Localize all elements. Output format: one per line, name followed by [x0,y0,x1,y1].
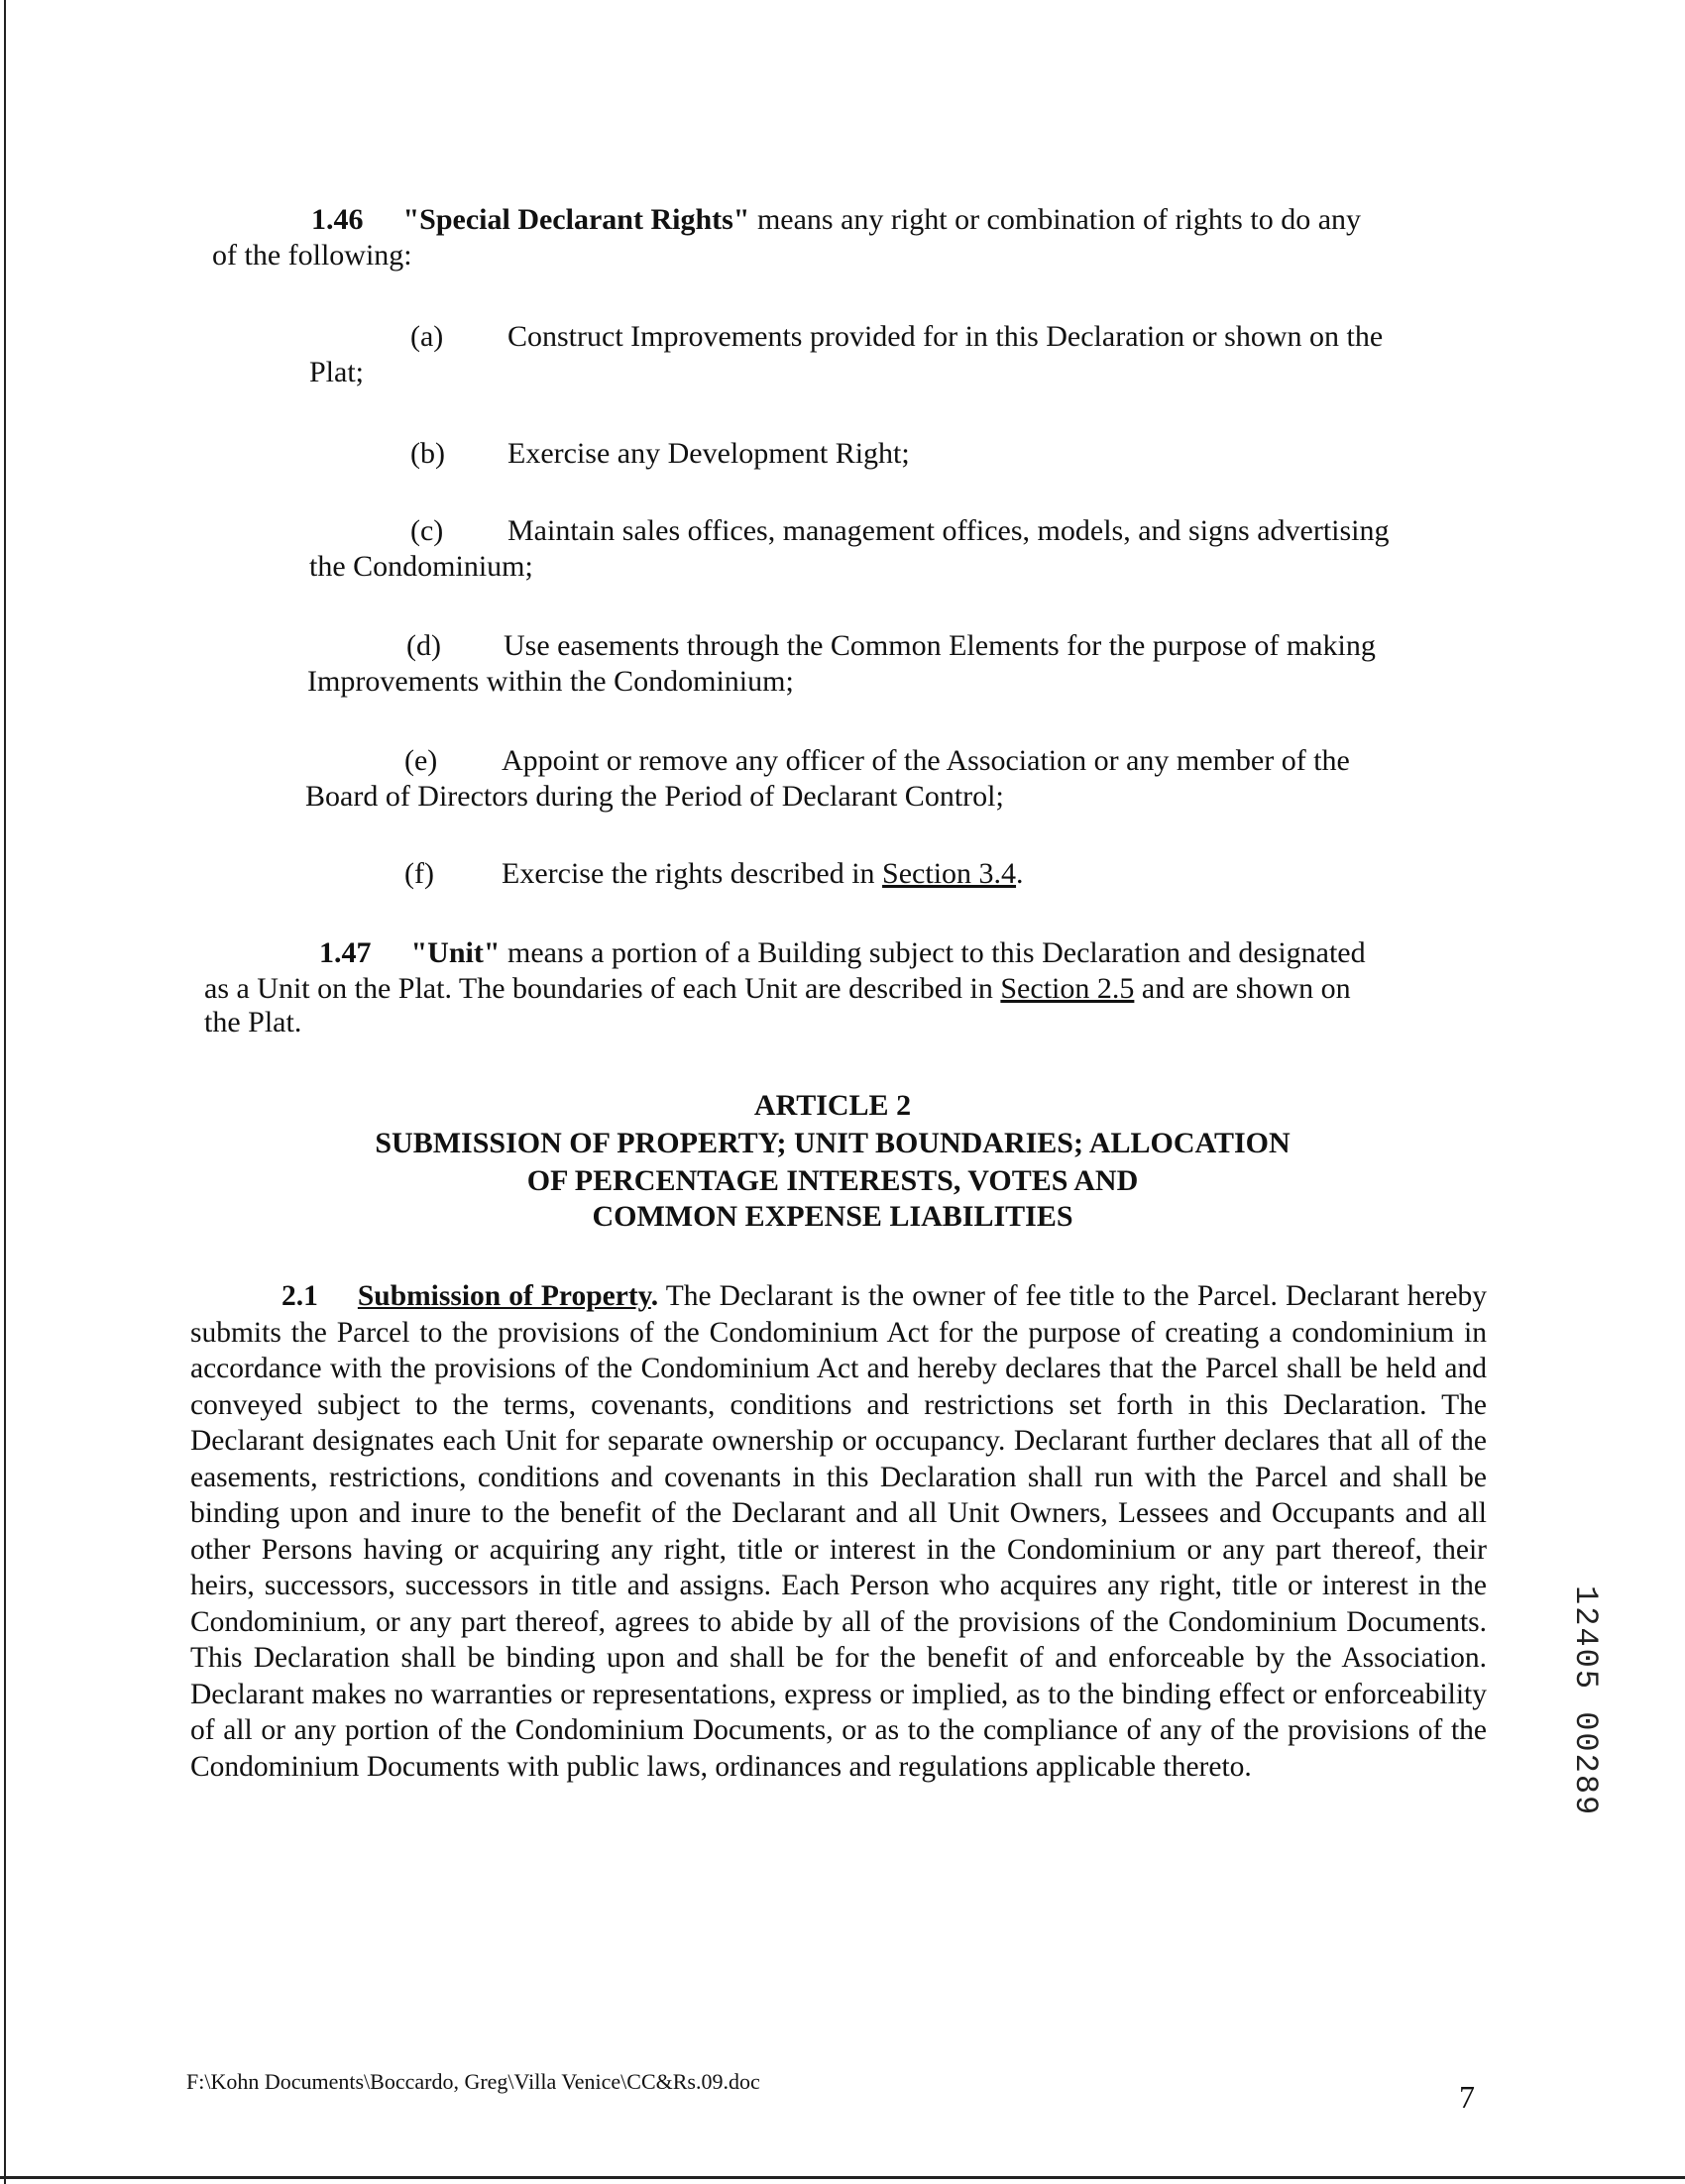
list-item-e [404,743,1495,779]
section-reference-link[interactable]: Section 3.4 [882,857,1017,890]
list-item-a-cont: Plat; [309,356,365,388]
list-item-label: (e) [404,744,438,777]
list-item-label: (b) [410,437,445,470]
section-1-47-line2: as a Unit on the Plat. The boundaries of each Unit are described in Section 2.5 and are shown on [204,972,1351,1005]
section-2-1-paragraph: 2.1 Submission of Property. The Declarant is the owner of fee title to the Parcel. Declarant hereby submits the Parcel to the provisions of the Condominium Act for the purpose of creating a condominium in accordance with the provisions of the Condominium Act and hereby declares that the Parcel shall be held and conveyed subject to the terms, covenants, conditions and restrictions set forth in this Declaration. The Declarant designates each Unit for separate ownership or occupancy. Declarant further declares that all of the easements, restrictions, conditions and covenants in this Declaration shall run with the Parcel and shall be binding upon and inure to the benefit of the Declarant and all Unit Owners, Lessees and Occupants and all other Persons having or acquiring any right, title or interest in the Condominium or any part thereof, their heirs, successors, successors in title and assigns. Each Person who acquires any right, title or interest in the Condominium, or any part thereof, agrees to abide by all of the provisions of the Condominium Documents. This Declaration shall be binding upon and shall be for the benefit of and enforceable by the Association. Declarant makes no warranties or representations, express or implied, as to the binding effect or enforceability of all or any portion of the Condominium Documents, or as to the compliance of any of the provisions of the Condominium Documents with public laws, ordinances and regulations applicable thereto. [190,1280,1487,1783]
section-1-47-line3: the Plat. [204,1006,302,1038]
list-item-label: (d) [406,629,441,662]
list-item-text: Exercise the rights described in [502,857,883,890]
section-reference-link[interactable]: Section 2.5 [1000,972,1135,1005]
list-item-text: Use easements through the Common Elements for the purpose of making [504,629,1376,662]
article-title-line3: COMMON EXPENSE LIABILITIES [592,1200,1073,1233]
section-1-46-line2: of the following: [212,239,412,272]
section-1-47-line1 [204,935,1493,971]
recording-stamp-text: 12405 00289 [1567,1585,1604,1817]
list-item-c [410,513,1501,549]
list-item-e-cont: Board of Directors during the Period of Declarant Control; [305,780,1004,813]
section-title: Submission of Property [357,1280,651,1312]
list-item-d-cont: Improvements within the Condominium; [307,665,794,698]
page-number: 7 [1459,2079,1475,2115]
section-text: means a portion of a Building subject to this Declaration and designated [500,936,1366,969]
defined-term: "Unit" [410,936,501,969]
section-text: means any right or combination of rights to do any [749,203,1362,236]
section-number: 1.47 [319,936,372,969]
defined-term: "Special Declarant Rights" [402,203,750,236]
article-title-line2: OF PERCENTAGE INTERESTS, VOTES AND [526,1164,1139,1197]
list-item-text: Maintain sales offices, management offices, models, and signs advertising [507,514,1390,547]
list-item-d [406,628,1497,664]
list-item-label: (c) [410,514,444,547]
section-number: 1.46 [311,203,364,236]
footer-file-path: F:\Kohn Documents\Boccardo, Greg\Villa Venice\CC&Rs.09.doc [186,2069,760,2094]
list-item-a [410,319,1501,355]
list-item-label: (f) [404,857,434,890]
list-item-label: (a) [410,320,444,353]
section-1-46-line1 [212,202,1501,238]
recording-stamp [1567,1585,1643,1883]
section-number: 2.1 [281,1280,318,1312]
list-item-c-cont: the Condominium; [309,550,533,583]
list-item-text: Construct Improvements provided for in this Declaration or shown on the [507,320,1384,353]
article-title-line1: SUBMISSION OF PROPERTY; UNIT BOUNDARIES; ALLOCATION [375,1127,1291,1159]
list-item-text: Exercise any Development Right; [507,437,910,470]
list-item-text: Appoint or remove any officer of the Association or any member of the [502,744,1350,777]
list-item-b [410,436,910,472]
list-item-f: (f) Exercise the rights described in Section 3.4. [404,857,1024,890]
section-body: The Declarant is the owner of fee title to the Parcel. Declarant hereby submits the Parcel to the provisions of the Condominium Act for the purpose of creating a condominium in accordance with the provisions of the Condominium Act and hereby declares that the Parcel shall be held and conveyed subject to the terms, covenants, conditions and restrictions set forth in this Declaration. The Declarant designates each Unit for separate ownership or occupancy. Declarant further declares that all of the easements, restrictions, conditions and covenants in this Declaration shall run with the Parcel and shall be binding upon and inure to the benefit of the Declarant and all Unit Owners, Lessees and Occupants and all other Persons having or acquiring any right, title or interest in the Condominium or any part thereof, their heirs, successors, successors in title and assigns. Each Person who acquires any right, title or interest in the Condominium, or any part thereof, agrees to abide by all of the provisions of the Condominium Documents. This Declaration shall be binding upon and shall be for the benefit of and enforceable by the Association. Declarant makes no warranties or representations, express or implied, as to the binding effect or enforceability of all or any portion of the Condominium Documents, or as to the compliance of any of the provisions of the Condominium Documents with public laws, ordinances and regulations applicable thereto. [190,1280,1487,1783]
article-number: ARTICLE 2 [753,1089,912,1122]
